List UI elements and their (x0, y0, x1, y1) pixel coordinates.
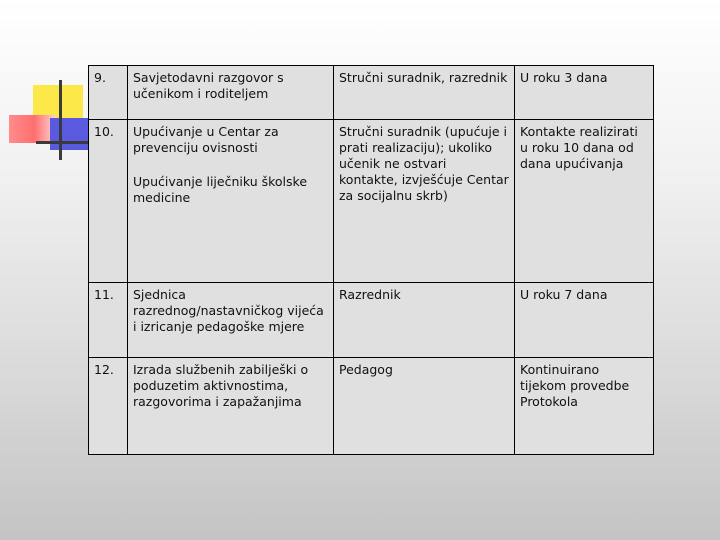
decor-vertical-line (59, 80, 62, 160)
responsible-cell: Stručni suradnik, razrednik (334, 66, 515, 120)
table-row (89, 66, 654, 120)
activity-cell-secondary: Upućivanje liječniku školske medicine (128, 170, 334, 283)
deadline-cell: U roku 7 dana (515, 283, 654, 358)
activity-cell: Sjednica razrednog/nastavničkog vijeća i izricanje pedagoške mjere (128, 283, 334, 358)
row-number: 9. (89, 66, 128, 120)
decor-blue-square (50, 118, 90, 150)
deadline-cell: Kontinuirano tijekom provedbe Protokola (515, 358, 654, 455)
protocol-table (88, 65, 654, 455)
responsible-cell: Razrednik (334, 283, 515, 358)
table-row (89, 283, 654, 358)
table-row (89, 120, 654, 170)
responsible-cell: Pedagog (334, 358, 515, 455)
activity-cell: Savjetodavni razgovor s učenikom i roditeljem (128, 66, 334, 120)
responsible-cell: Stručni suradnik (upućuje i prati realizaciju); ukoliko učenik ne ostvari kontakte, izvješćuje Centar za socijalnu skrb) (334, 120, 515, 283)
activity-cell: Upućivanje u Centar za prevenciju ovisnosti (128, 120, 334, 170)
row-number: 11. (89, 283, 128, 358)
deadline-cell: Kontakte realizirati u roku 10 dana od dana upućivanja (515, 120, 654, 283)
row-number: 12. (89, 358, 128, 455)
row-number: 10. (89, 120, 128, 283)
deadline-cell: U roku 3 dana (515, 66, 654, 120)
activity-cell: Izrada službenih zabilješki o poduzetim aktivnostima, razgovorima i zapažanjima (128, 358, 334, 455)
decor-red-rectangle (9, 115, 55, 143)
table-row (89, 358, 654, 455)
